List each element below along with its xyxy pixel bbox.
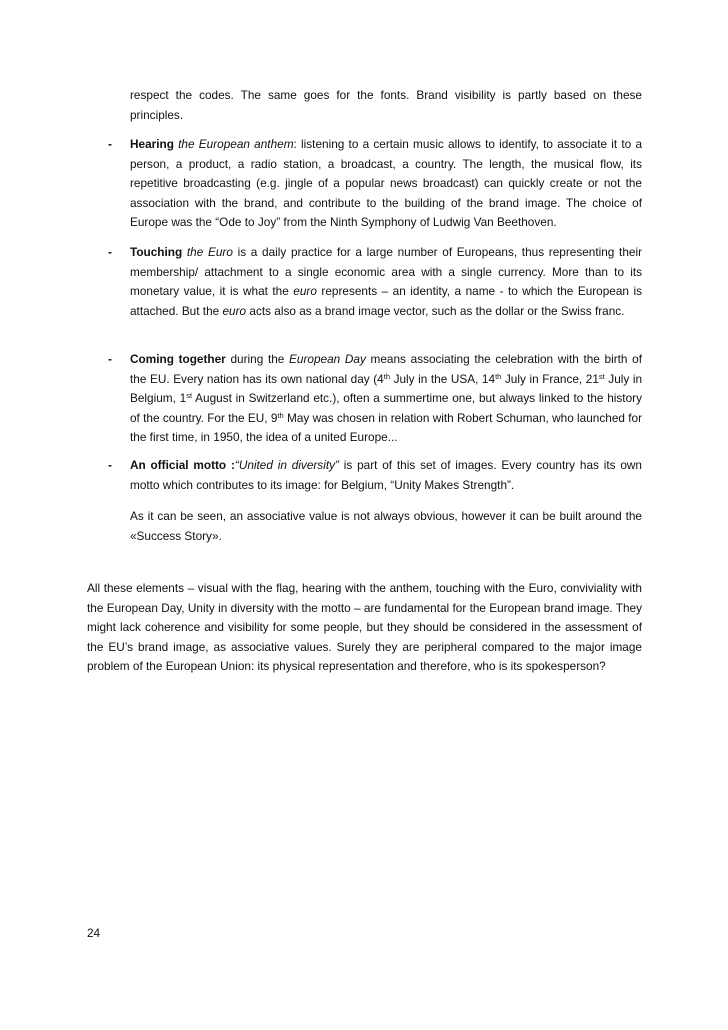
bullet-text: August in Switzerland etc.), often a summertime one, but always linked to the history of the country. For the EU, 9 bbox=[130, 391, 642, 425]
associative-note: As it can be seen, an associative value is not always obvious, however it can be built around the «Success Story». bbox=[130, 509, 642, 543]
page-number: 24 bbox=[87, 926, 101, 940]
bullet-dash: - bbox=[108, 137, 112, 151]
bullet-text: July in Belgium, 1 bbox=[130, 371, 643, 406]
bullet-text: represents – an identity, a name - to which the European is attached. But the bbox=[130, 284, 642, 318]
bullet-term: Touching bbox=[130, 245, 183, 259]
intro-paragraph: respect the codes. The same goes for the fonts. Brand visibility is partly based on these principles. bbox=[130, 88, 642, 122]
bullet-subject: the Euro bbox=[186, 245, 233, 259]
bullet-dash: - bbox=[108, 352, 112, 366]
bullet-dash: - bbox=[108, 458, 112, 472]
bullet-subject: the European anthem bbox=[178, 137, 294, 151]
bullet-text: : listening to a certain music allows to identify, to associate it to a person, a product, a radio station, a broadcast, a country. The length, the musical flow, its repetitive broadcasting (e.g. jingle of a popular news broadcast) can quickly create or not the association with the brand, and contribute to the building of the brand image. The choice of Europe was the “Ode to Joy” from the Ninth Symphony of Ludwig Van Beethoven. bbox=[130, 137, 643, 230]
bullet-term: Coming together bbox=[130, 352, 226, 366]
bullet-subject: European Day bbox=[289, 352, 366, 366]
bullet-term: Hearing bbox=[130, 137, 174, 151]
bullet-emphasis: euro bbox=[222, 303, 247, 318]
ordinal-suffix: st bbox=[186, 391, 193, 401]
bullet-emphasis: euro bbox=[293, 284, 317, 299]
bullet-text: is part of this set of images. Every country has its own motto which contributes to its image: for Belgium, “Unity Makes Strength”. bbox=[130, 458, 642, 492]
ordinal-suffix: th bbox=[277, 410, 284, 420]
ordinal-suffix: th bbox=[383, 371, 390, 381]
bullet-coming-together bbox=[108, 350, 643, 448]
bullet-text: July in France, 21 bbox=[504, 371, 599, 386]
conclusion-paragraph: All these elements – visual with the flag, hearing with the anthem, touching with the Euro, conviviality with the European Day, Unity in diversity with the motto – are fundamental for the European brand image. They might lack coherence and visibility for some people, but they should be considered in the assessment of the EU’s brand image, as associative values. Surely they are peripheral compared to the major image problem of the European Union: its physical representation and therefore, who is its spokesperson? bbox=[87, 581, 642, 674]
bullet-hearing bbox=[108, 135, 643, 233]
bullet-touching bbox=[108, 243, 642, 321]
bullet-text: acts also as a brand image vector, such as the dollar or the Swiss franc. bbox=[249, 303, 625, 318]
bullet-text: May was chosen in relation with Robert Schuman, who launched for the first time, in 1950, the idea of a united Europe... bbox=[130, 410, 643, 445]
bullet-text: July in the USA, 14 bbox=[393, 371, 496, 386]
bullet-official-motto bbox=[108, 456, 642, 495]
bullet-dash: - bbox=[108, 245, 112, 259]
bullet-subject: “United in diversity” bbox=[234, 458, 339, 472]
bullet-text: means associating the celebration with the birth of the EU. Every nation has its own national day (4 bbox=[130, 352, 643, 386]
bullet-term: An official motto : bbox=[130, 458, 235, 472]
bullet-connector: during the bbox=[230, 352, 285, 366]
bullet-text: is a daily practice for a large number of Europeans, thus representing their membership/ attachment to a single economic area with a single currency. More than to its monetary value, it is what the bbox=[130, 245, 642, 299]
ordinal-suffix: th bbox=[495, 371, 502, 381]
ordinal-suffix: st bbox=[598, 371, 605, 381]
